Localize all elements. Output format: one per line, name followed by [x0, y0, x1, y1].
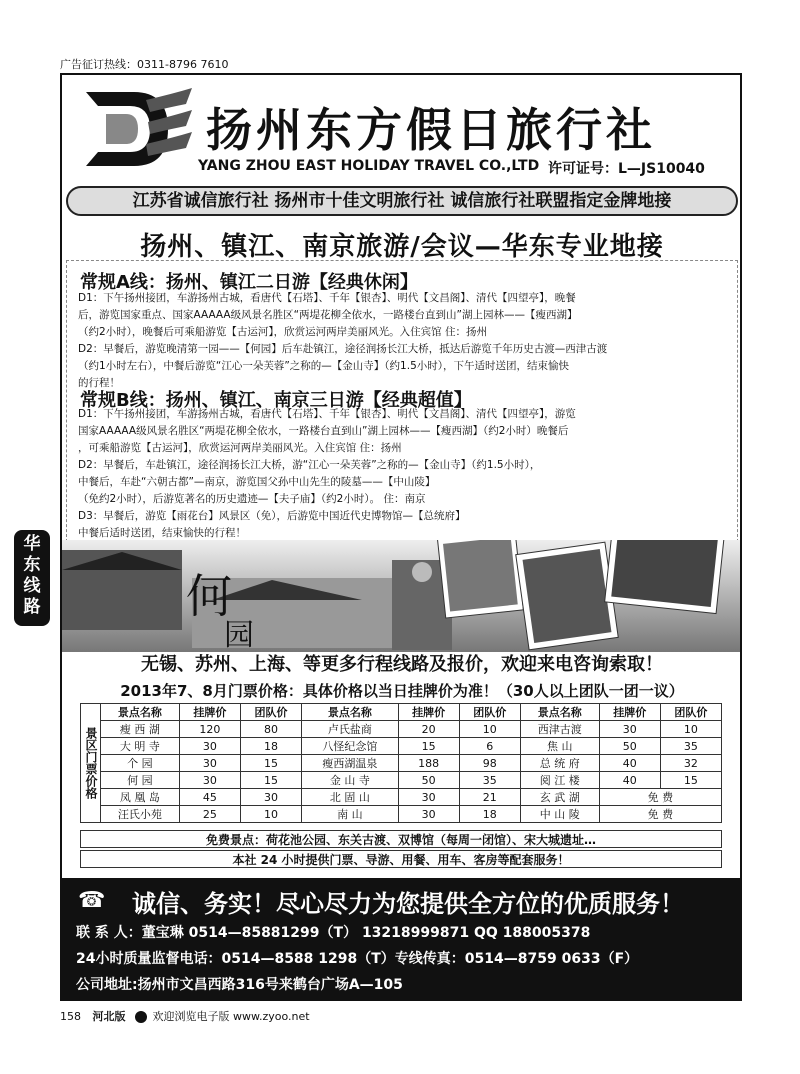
site-link[interactable]: 欢迎浏览电子版 www.zyoo.net [152, 1010, 310, 1023]
list-price: 50 [398, 772, 459, 789]
group-price: 30 [240, 789, 301, 806]
spot-name: 阅 江 楼 [520, 772, 599, 789]
main-slogan: 扬州、镇江、南京旅游/会议—华东专业地接 [140, 232, 664, 262]
side-tab-east-china-routes [14, 530, 50, 626]
spot-name: 个 园 [101, 755, 180, 772]
route-a-days [78, 290, 607, 392]
col-header: 挂牌价 [179, 704, 240, 721]
phone-icon: ☎ [78, 888, 106, 913]
group-price: 98 [459, 755, 520, 772]
edition-label: 河北版 [92, 1010, 126, 1023]
list-price: 30 [599, 721, 660, 738]
route-a-day-line: D1：下午扬州接团，车游扬州古城，看唐代【石塔】、千年【银杏】、明代【文昌阁】、清代【四望亭】，晚餐 [78, 292, 576, 304]
col-header: 景点名称 [302, 704, 399, 721]
list-price: 40 [599, 755, 660, 772]
spot-name: 何 园 [101, 772, 180, 789]
spot-name: 北 固 山 [302, 789, 399, 806]
route-b-day-line: D1：下午扬州接团，车游扬州古城，看唐代【石塔】、千年【银杏】、明代【文昌阁】、清代【四望亭】，游览 [78, 408, 576, 420]
list-price: 25 [179, 806, 240, 823]
group-price: 15 [240, 772, 301, 789]
spot-name: 中 山 陵 [520, 806, 599, 823]
col-header: 挂牌价 [599, 704, 660, 721]
group-price: 18 [459, 806, 520, 823]
spot-name: 总 统 府 [520, 755, 599, 772]
group-price: 15 [660, 772, 721, 789]
page-footer [60, 1008, 310, 1024]
route-a-title: 常规A线：扬州、镇江二日游【经典休闲】 [80, 272, 418, 293]
ad-hotline: 广告征订热线：0311-8796 7610 [60, 58, 229, 71]
table-row [81, 721, 722, 738]
side-tab-char: 线 [23, 576, 41, 596]
spot-name: 瘦 西 湖 [101, 721, 180, 738]
company-logo [76, 86, 194, 172]
route-a-day-line: （约1小时左右），中餐后游览“江心一朵芙蓉”之称的—【金山寺】（约1.5小时），下午适时送团，结束愉快 [78, 360, 570, 372]
contact-person-line: 联 系 人：董宝琳 0514—85881299（T） 13218999871 QQ 188005378 [76, 925, 591, 941]
spot-name: 大 明 寺 [101, 738, 180, 755]
group-price: 18 [240, 738, 301, 755]
route-b-day-line: D2：早餐后，车赴镇江，途径润扬长江大桥，游“江心一朵芙蓉”之称的—【金山寺】（约1.5小时）， [78, 459, 541, 471]
route-b-day-line: 中餐后，车赴“六朝古都”—南京，游览国父孙中山先生的陵墓——【中山陵】 [78, 476, 436, 488]
route-a-day-line: 的行程！ [78, 377, 120, 389]
list-price: 30 [398, 806, 459, 823]
route-b-day-line: 国家AAAAA级风景名胜区“两堤花柳全依水，一路楼台直到山”湖上园林——【瘦西湖】（约2小时）晚餐后 [78, 425, 569, 437]
free-price: 免 费 [599, 789, 721, 806]
col-header: 景点名称 [101, 704, 180, 721]
group-price: 35 [660, 738, 721, 755]
list-price: 20 [398, 721, 459, 738]
col-header: 团队价 [660, 704, 721, 721]
more-routes-banner: 无锡、苏州、上海、等更多行程线路及报价，欢迎来电咨询索取！ [141, 654, 663, 675]
site-logo-icon [135, 1011, 147, 1023]
honors-banner: 江苏省诚信旅行社 扬州市十佳文明旅行社 诚信旅行社联盟指定金牌地接 [66, 186, 738, 216]
group-price: 10 [240, 806, 301, 823]
col-header: 团队价 [459, 704, 520, 721]
group-price: 32 [660, 755, 721, 772]
spot-name: 西津古渡 [520, 721, 599, 738]
price-title: 2013年7、8月门票价格：具体价格以当日挂牌价为准！（30人以上团队一团一议） [120, 682, 684, 700]
photo-caption-yuan: 园 [224, 618, 254, 653]
route-b-days [78, 406, 576, 542]
list-price: 120 [179, 721, 240, 738]
service-motto: 诚信、务实！尽心尽力为您提供全方位的优质服务！ [132, 890, 684, 918]
list-price: 30 [179, 772, 240, 789]
photo-caption-he: 何 [186, 569, 232, 623]
side-tab-char: 东 [23, 555, 41, 575]
company-name-en: YANG ZHOU EAST HOLIDAY TRAVEL CO.,LTD [198, 158, 540, 174]
price-side-label: 景区门票价格 [81, 704, 101, 823]
side-tab-char: 路 [23, 597, 41, 617]
spot-name: 南 山 [302, 806, 399, 823]
table-row [81, 772, 722, 789]
spot-name: 卢氏盐商 [302, 721, 399, 738]
supervision-line: 24小时质量监督电话：0514—8588 1298（T）专线传真：0514—8759 0633（F） [76, 951, 639, 967]
table-row [81, 806, 722, 823]
group-price: 80 [240, 721, 301, 738]
table-row [81, 755, 722, 772]
route-b-title: 常规B线：扬州、镇江、南京三日游【经典超值】 [80, 390, 472, 411]
list-price: 45 [179, 789, 240, 806]
list-price: 30 [179, 738, 240, 755]
route-a-day-line: D2：早餐后，游览晚清第一园——【何园】后车赴镇江，途径润扬长江大桥，抵达后游览千年历史古渡—西津古渡 [78, 343, 608, 355]
route-b-day-line: D3：早餐后，游览【雨花台】风景区（免），后游览中国近代史博物馆—【总统府】 [78, 510, 466, 522]
route-a-day-line: 后，游览国家重点、国家AAAAA级风景名胜区“两堤花柳全依水，一路楼台直到山”湖上园林——【瘦西湖】 [78, 309, 578, 321]
free-price: 免 费 [599, 806, 721, 823]
spot-name: 玄 武 湖 [520, 789, 599, 806]
group-price: 35 [459, 772, 520, 789]
list-price: 30 [398, 789, 459, 806]
col-header: 团队价 [240, 704, 301, 721]
route-a-day-line: （约2小时），晚餐后可乘船游览【古运河】，欣赏运河两岸美丽风光。入住宾馆 住：扬州 [78, 326, 488, 338]
group-price: 15 [240, 755, 301, 772]
route-b-day-line: （免约2小时），后游览著名的历史遗迹—【夫子庙】（约2小时）。 住：南京 [78, 493, 426, 505]
group-price: 10 [660, 721, 721, 738]
group-price: 6 [459, 738, 520, 755]
col-header: 景点名称 [520, 704, 599, 721]
list-price: 15 [398, 738, 459, 755]
company-name-cn: 扬州东方假日旅行社 [206, 103, 656, 157]
group-price: 21 [459, 789, 520, 806]
address-line: 公司地址:扬州市文昌西路316号来鹤台广场A—105 [76, 977, 403, 993]
services-row: 本社 24 小时提供门票、导游、用餐、用车、客房等配套服务！ [80, 850, 722, 868]
list-price: 188 [398, 755, 459, 772]
page-number: 158 [60, 1010, 81, 1023]
list-price: 30 [179, 755, 240, 772]
col-header: 挂牌价 [398, 704, 459, 721]
spot-name: 汪氏小苑 [101, 806, 180, 823]
table-row [81, 738, 722, 755]
license-number: 许可证号：L—JS10040 [548, 161, 705, 177]
spot-name: 凤 凰 岛 [101, 789, 180, 806]
list-price: 40 [599, 772, 660, 789]
spot-name: 瘦西湖温泉 [302, 755, 399, 772]
group-price: 10 [459, 721, 520, 738]
table-row [81, 789, 722, 806]
free-spots-row: 免费景点：荷花池公园、东关古渡、双博馆（每周一闭馆）、宋大城遗址… [80, 830, 722, 848]
scenery-photo-collage [62, 540, 740, 652]
list-price: 50 [599, 738, 660, 755]
spot-name: 金 山 寺 [302, 772, 399, 789]
route-b-day-line: 中餐后适时送团，结束愉快的行程！ [78, 527, 246, 539]
spot-name: 八怪纪念馆 [302, 738, 399, 755]
spot-name: 焦 山 [520, 738, 599, 755]
side-tab-char: 华 [23, 534, 41, 554]
price-table [80, 703, 722, 823]
route-b-day-line: ，可乘船游览【古运河】，欣赏运河两岸美丽风光。入住宾馆 住：扬州 [78, 442, 402, 454]
